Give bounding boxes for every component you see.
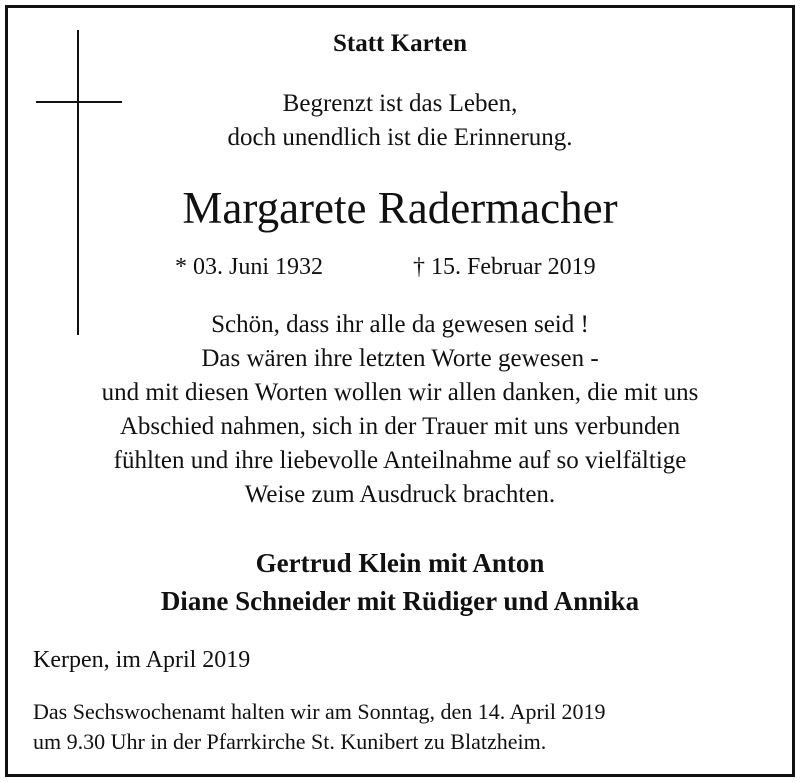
birth-date: * 03. Juni 1932: [175, 254, 324, 280]
place-date: Kerpen, im April 2019: [33, 647, 251, 673]
signer-line-2: Diane Schneider mit Rüdiger und Annika: [160, 586, 640, 616]
message-line-5: fühlten und ihre liebevolle Anteilnahme auf so vielfältige: [113, 447, 687, 474]
message-line-6: Weise zum Ausdruck brachten.: [244, 481, 556, 508]
message-line-2: Das wären ihre letzten Worte gewesen -: [201, 345, 599, 372]
service-notice-line-1: Das Sechswochenamt halten wir am Sonntag, den 14. April 2019: [33, 699, 606, 724]
motto-line-1: Begrenzt ist das Leben,: [282, 90, 518, 117]
death-date: † 15. Februar 2019: [413, 254, 596, 280]
deceased-name: Margarete Radermacher: [182, 183, 618, 233]
service-notice-line-2: um 9.30 Uhr in der Pfarrkirche St. Kunibert zu Blatzheim.: [33, 729, 547, 754]
message-line-1: Schön, dass ihr alle da gewesen seid !: [211, 311, 589, 338]
heading: Statt Karten: [333, 30, 467, 57]
signer-line-1: Gertrud Klein mit Anton: [255, 548, 545, 578]
message-line-4: Abschied nahmen, sich in der Trauer mit uns verbunden: [119, 413, 681, 440]
motto-line-2: doch unendlich ist die Erinnerung.: [227, 124, 573, 151]
message-line-3: und mit diesen Worten wollen wir allen danken, die mit uns: [101, 379, 699, 406]
